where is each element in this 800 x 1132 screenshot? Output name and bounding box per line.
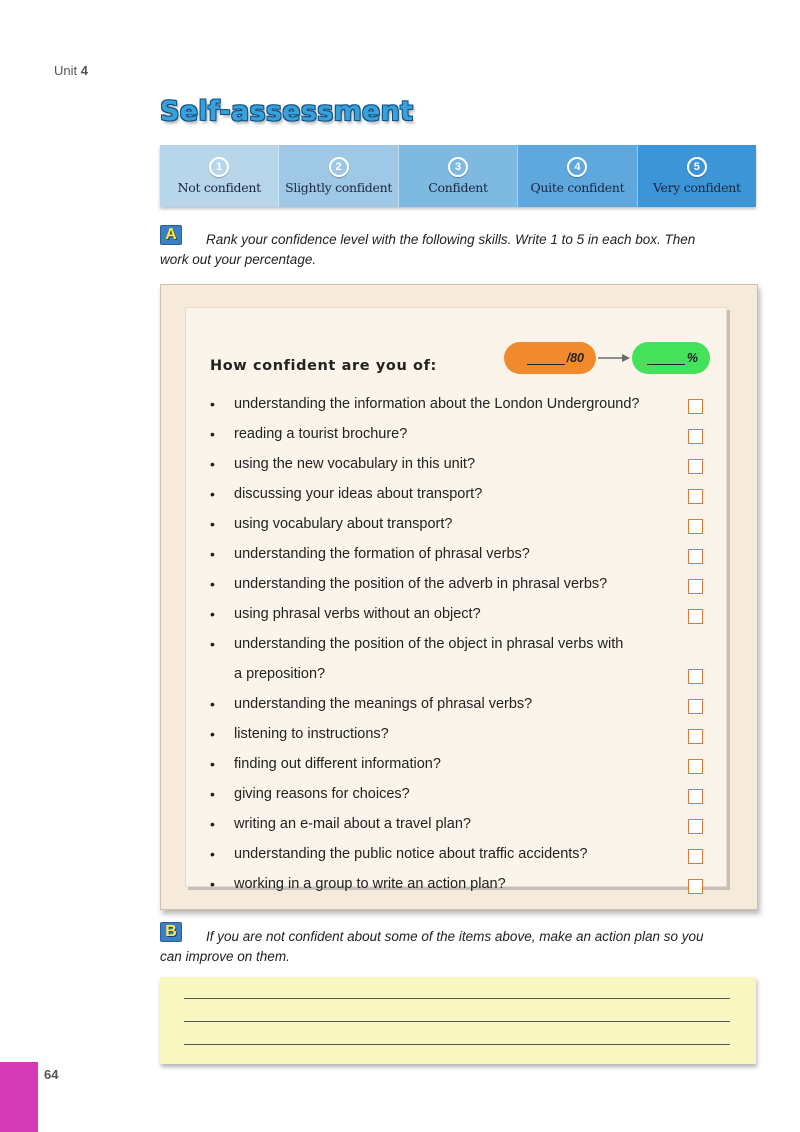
- writing-line: [184, 1021, 730, 1022]
- scale-level-3: [399, 145, 518, 207]
- rating-checkbox[interactable]: [688, 399, 703, 414]
- page-number: 64: [44, 1067, 59, 1082]
- score-percent-label: %: [686, 351, 698, 365]
- rating-checkbox[interactable]: [688, 729, 703, 744]
- scale-level-5: [638, 145, 756, 207]
- assessment-card: [160, 284, 758, 910]
- scale-label-3: Confident: [428, 180, 488, 195]
- scale-number-5: 5: [687, 157, 707, 177]
- section-b-instruction-line2: can improve on them.: [160, 949, 290, 964]
- scale-level-2: [279, 145, 398, 207]
- scale-number-1: 1: [209, 157, 229, 177]
- scale-number-3: 3: [448, 157, 468, 177]
- scale-number-2: 2: [329, 157, 349, 177]
- rating-checkbox[interactable]: [688, 429, 703, 444]
- scale-label-2: Slightly confident: [285, 180, 393, 195]
- assessment-inner-card: How confident are you of: /80 % • understanding the information about the London Underground? • reading a tourist brochure? • using the new vocabulary in this unit? • discussing your ideas about transport? • using vocabulary about transport? • understanding the formation of phrasal verbs? • understanding the position of the adverb in phrasal verbs? • using phrasal verbs without an object? • understanding the position of the object in phrasal verbs with a preposition? • understanding the meanings of phrasal verbs? • listening to instructions? • finding out different information? • giving reasons for choices? • writing an e-mail about a travel plan? • understanding the public notice about traffic accidents? • working in a group to write an action plan?: [185, 307, 727, 887]
- score-percent-field[interactable]: [632, 342, 710, 374]
- rating-checkbox[interactable]: [688, 699, 703, 714]
- writing-line: [184, 998, 730, 999]
- unit-number: 4: [80, 63, 88, 78]
- writing-line: [184, 1044, 730, 1045]
- percent-blank: [647, 352, 685, 365]
- page-edge-tab: [0, 1062, 38, 1132]
- section-b-instruction-line1: If you are not confident about some of the items above, make an action plan so you: [206, 929, 704, 944]
- score-blank: [527, 352, 565, 365]
- scale-number-4: 4: [567, 157, 587, 177]
- checklist-heading: How confident are you of:: [210, 358, 437, 374]
- section-b-badge: B: [160, 922, 182, 942]
- section-a-instruction-line1: Rank your confidence level with the following skills. Write 1 to 5 in each box. Then: [206, 232, 696, 247]
- rating-checkbox[interactable]: [688, 459, 703, 474]
- scale-level-1: [160, 145, 279, 207]
- section-a-badge: A: [160, 225, 182, 245]
- rating-checkbox[interactable]: [688, 849, 703, 864]
- scale-level-4: [518, 145, 637, 207]
- rating-checkbox[interactable]: [688, 759, 703, 774]
- rating-checkbox[interactable]: [688, 519, 703, 534]
- rating-checkbox[interactable]: [688, 669, 703, 684]
- scale-label-4: Quite confident: [530, 180, 625, 195]
- section-b-instruction: [160, 927, 760, 967]
- unit-label: [54, 63, 88, 78]
- rating-checkbox[interactable]: [688, 579, 703, 594]
- rating-checkbox[interactable]: [688, 549, 703, 564]
- action-plan-area[interactable]: [160, 977, 756, 1064]
- scale-label-5: Very confident: [652, 180, 741, 195]
- section-a-instruction: [160, 230, 760, 270]
- rating-checkbox[interactable]: [688, 879, 703, 894]
- rating-checkbox[interactable]: [688, 819, 703, 834]
- arrow-right-icon: [598, 354, 630, 362]
- section-a-instruction-line2: work out your percentage.: [160, 252, 317, 267]
- rating-checkbox[interactable]: [688, 609, 703, 624]
- unit-word: Unit: [54, 63, 78, 78]
- score-total-label: /80: [566, 351, 584, 365]
- rating-checkbox[interactable]: [688, 789, 703, 804]
- rating-checkbox[interactable]: [688, 489, 703, 504]
- score-total-field[interactable]: [504, 342, 596, 374]
- page-title: Self-assessment: [160, 96, 414, 127]
- scale-label-1: Not confident: [177, 180, 261, 195]
- confidence-scale: [160, 145, 756, 207]
